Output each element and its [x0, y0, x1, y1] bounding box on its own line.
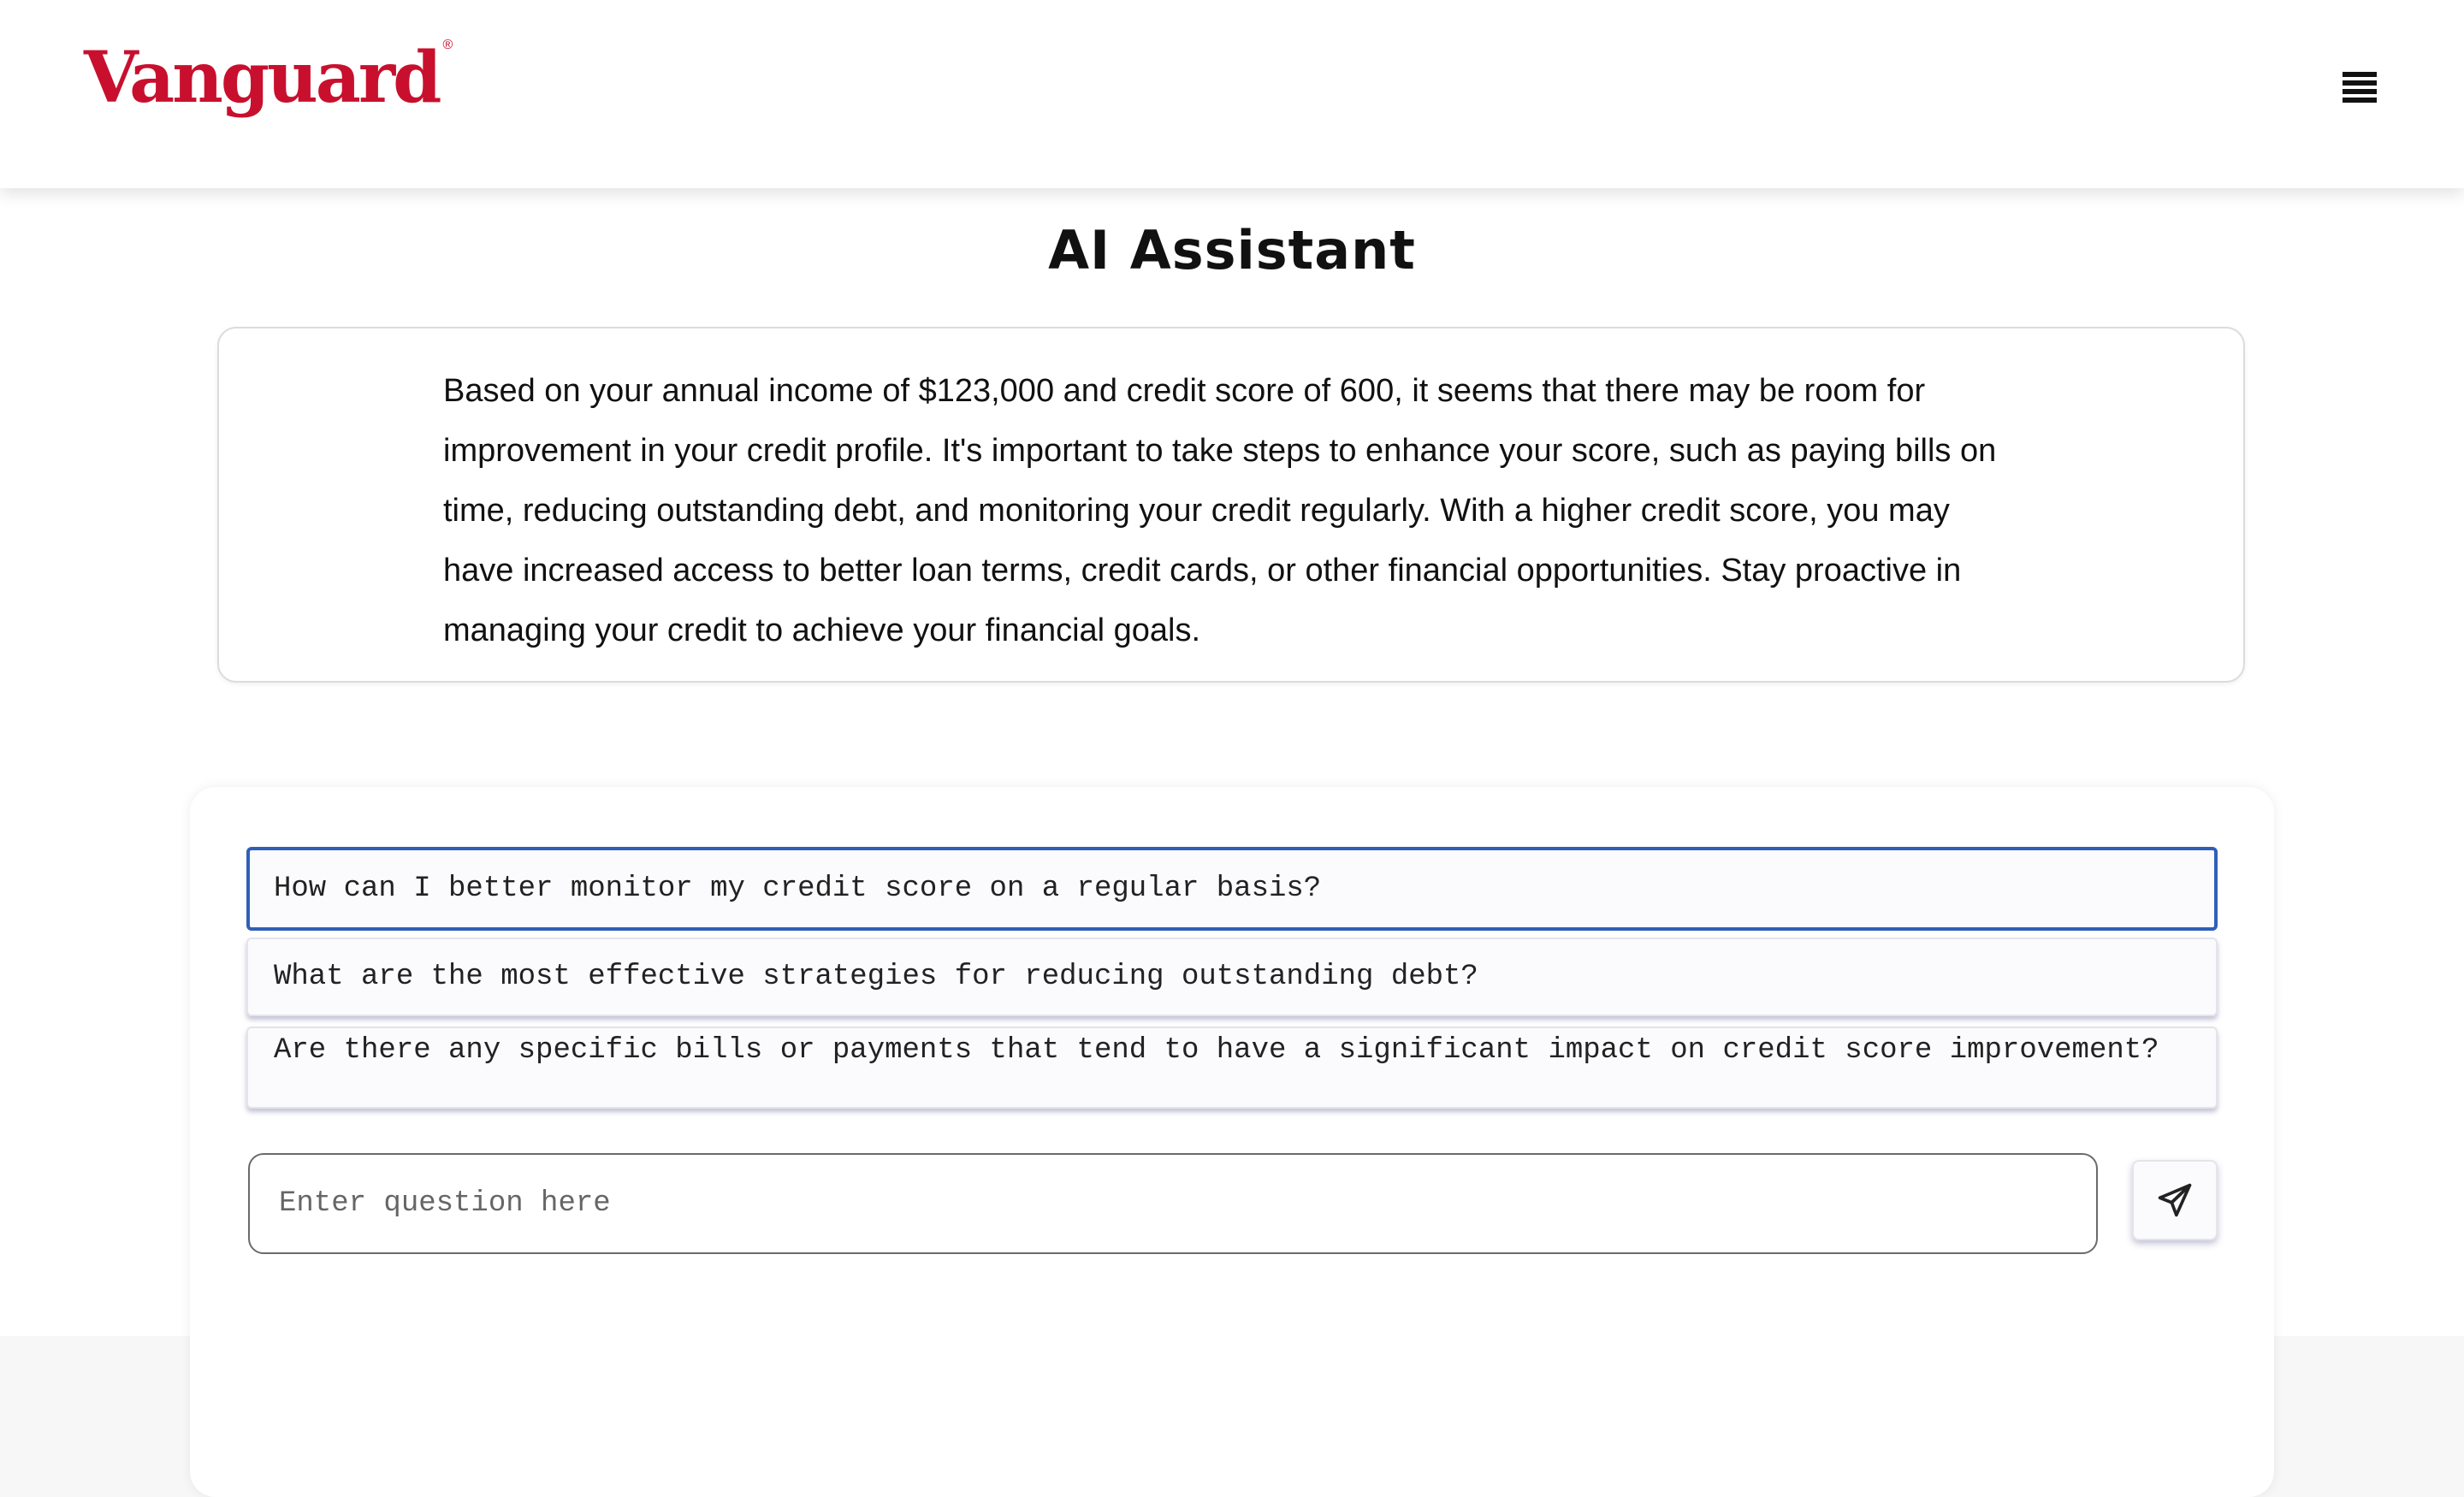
- paper-plane-send-icon: [2156, 1181, 2194, 1219]
- suggested-question-label: How can I better monitor my credit score on a regular basis?: [274, 873, 1322, 905]
- assistant-response-text: Based on your annual income of $123,000 and credit score of 600, it seems that there may be room for improvement in your credit profile. It's important to take steps to enhance your score, such as paying bills on time, reducing outstanding debt, and monitoring your credit regularly. With a higher credit score, you may have increased access to better loan terms, credit cards, or other financial opportunities. Stay proactive in managing your credit to achieve your financial goals.: [443, 373, 1997, 648]
- suggested-question-2[interactable]: [246, 938, 2218, 1016]
- assistant-main: [0, 188, 2464, 1336]
- suggested-question-label: Are there any specific bills or payments that tend to have a significant impact on credit score improvement?: [274, 1034, 2159, 1067]
- suggested-question-3[interactable]: [246, 1027, 2218, 1109]
- chat-panel: [190, 787, 2274, 1497]
- registered-mark: ®: [442, 37, 453, 52]
- vanguard-logo[interactable]: [84, 37, 453, 119]
- hamburger-menu-icon[interactable]: [2337, 68, 2380, 108]
- logo-text: Vanguard: [84, 37, 440, 119]
- suggested-question-label: What are the most effective strategies for reducing outstanding debt?: [274, 961, 1478, 993]
- question-input[interactable]: [248, 1153, 2098, 1254]
- page-title: AI Assistant: [1048, 219, 1416, 281]
- top-navigation-bar: [0, 0, 2464, 188]
- suggested-question-1[interactable]: [246, 847, 2218, 931]
- assistant-response-card: [217, 327, 2245, 683]
- send-button[interactable]: [2132, 1160, 2218, 1240]
